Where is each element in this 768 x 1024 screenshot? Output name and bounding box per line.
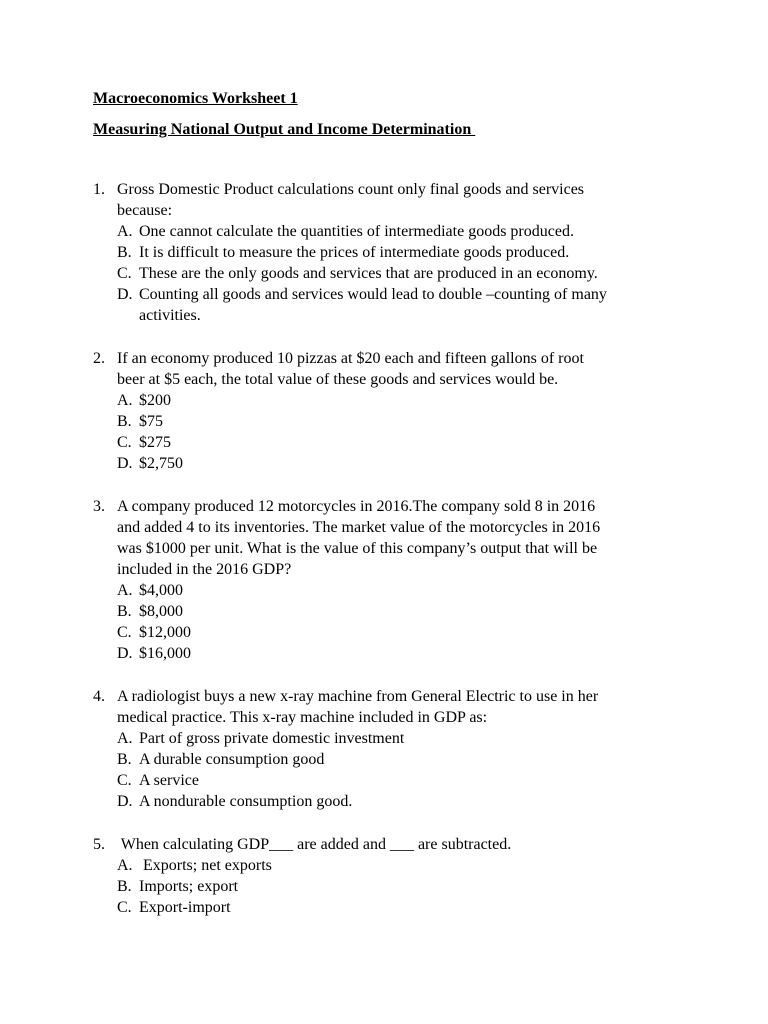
answer-option-c xyxy=(93,622,693,643)
option-text: $16,000 xyxy=(139,645,191,662)
option-text: A durable consumption good xyxy=(139,751,325,768)
question-1 xyxy=(93,179,693,326)
answer-option-d xyxy=(93,791,693,812)
answer-option-b xyxy=(93,601,693,622)
question-text-line: Gross Domestic Product calculations count only final goods and services xyxy=(117,181,585,198)
question-2 xyxy=(93,348,693,474)
answer-option-d xyxy=(93,284,693,305)
question-3 xyxy=(93,496,693,664)
question-4 xyxy=(93,686,693,812)
option-text: These are the only goods and services that are produced in an economy. xyxy=(139,265,598,282)
option-text: $75 xyxy=(139,413,163,430)
worksheet-subtitle: Measuring National Output and Income Determination xyxy=(93,121,476,138)
option-letter: B. xyxy=(117,603,132,620)
option-text: Imports; export xyxy=(139,878,239,895)
option-letter: C. xyxy=(117,899,132,916)
question-5 xyxy=(93,834,693,918)
option-letter: B. xyxy=(117,244,132,261)
option-letter: D. xyxy=(117,645,133,662)
option-letter: B. xyxy=(117,413,132,430)
option-letter: B. xyxy=(117,751,132,768)
option-letter: A. xyxy=(117,582,133,599)
option-text: Exports; net exports xyxy=(139,857,272,874)
question-text-line: because: xyxy=(117,202,173,219)
question-number: 1. xyxy=(93,181,105,198)
option-letter: C. xyxy=(117,434,132,451)
question-text-line: A radiologist buys a new x-ray machine from General Electric to use in her xyxy=(117,688,599,705)
question-number: 4. xyxy=(93,688,105,705)
answer-option-a xyxy=(93,390,693,411)
answer-option-a xyxy=(93,580,693,601)
answer-option-d xyxy=(93,643,693,664)
question-number: 2. xyxy=(93,350,105,367)
option-text: One cannot calculate the quantities of intermediate goods produced. xyxy=(139,223,574,240)
option-text: Export-import xyxy=(139,899,231,916)
option-letter: A. xyxy=(117,223,133,240)
question-text-line: beer at $5 each, the total value of these goods and services would be. xyxy=(117,371,559,388)
answer-option-a xyxy=(93,855,693,876)
option-text: A nondurable consumption good. xyxy=(139,793,353,810)
option-text: $4,000 xyxy=(139,582,183,599)
option-letter: C. xyxy=(117,624,132,641)
option-text: Part of gross private domestic investment xyxy=(139,730,405,747)
question-text-line: medical practice. This x-ray machine included in GDP as: xyxy=(117,709,488,726)
answer-option-c xyxy=(93,263,693,284)
option-text-continuation: activities. xyxy=(139,307,201,324)
answer-option-c xyxy=(93,432,693,453)
question-text-line: included in the 2016 GDP? xyxy=(117,561,292,578)
question-text-line: When calculating GDP___ are added and ___ are subtracted. xyxy=(117,836,512,853)
option-letter: C. xyxy=(117,265,132,282)
option-text: A service xyxy=(139,772,199,789)
option-text: It is difficult to measure the prices of intermediate goods produced. xyxy=(139,244,570,261)
answer-option-b xyxy=(93,411,693,432)
option-text: $275 xyxy=(139,434,171,451)
answer-option-b xyxy=(93,749,693,770)
question-text-line: A company produced 12 motorcycles in 2016.The company sold 8 in 2016 xyxy=(117,498,596,515)
option-text: Counting all goods and services would lead to double –counting of many xyxy=(139,286,607,303)
question-text-line: and added 4 to its inventories. The market value of the motorcycles in 2016 xyxy=(117,519,601,536)
answer-option-d xyxy=(93,453,693,474)
answer-option-a xyxy=(93,221,693,242)
option-letter: D. xyxy=(117,455,133,472)
option-text: $8,000 xyxy=(139,603,183,620)
worksheet-title: Macroeconomics Worksheet 1 xyxy=(93,90,298,107)
option-letter: D. xyxy=(117,286,133,303)
question-text-line: was $1000 per unit. What is the value of this company’s output that will be xyxy=(117,540,598,557)
option-text: $200 xyxy=(139,392,171,409)
option-letter: A. xyxy=(117,730,133,747)
answer-option-c xyxy=(93,770,693,791)
question-number: 3. xyxy=(93,498,105,515)
option-text: $2,750 xyxy=(139,455,183,472)
option-letter: B. xyxy=(117,878,132,895)
option-letter: C. xyxy=(117,772,132,789)
answer-option-b xyxy=(93,242,693,263)
option-letter: A. xyxy=(117,392,133,409)
answer-option-b xyxy=(93,876,693,897)
question-number: 5. xyxy=(93,836,105,853)
option-letter: A. xyxy=(117,857,133,874)
question-text-line: If an economy produced 10 pizzas at $20 each and fifteen gallons of root xyxy=(117,350,584,367)
answer-option-c xyxy=(93,897,693,918)
option-letter: D. xyxy=(117,793,133,810)
option-text: $12,000 xyxy=(139,624,191,641)
answer-option-a xyxy=(93,728,693,749)
